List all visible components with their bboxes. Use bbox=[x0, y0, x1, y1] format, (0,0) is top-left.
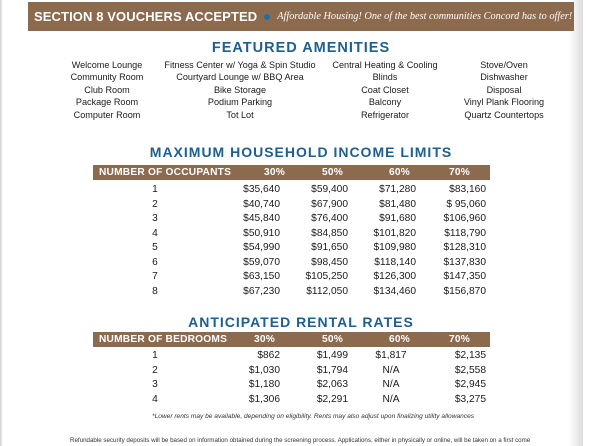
table-row bbox=[93, 184, 490, 199]
value-70-cell: $2,945 bbox=[454, 379, 486, 390]
value-70-cell: $3,275 bbox=[454, 393, 486, 405]
value-50-cell: $105,250 bbox=[305, 271, 348, 282]
value-30-cell: $1,306 bbox=[248, 393, 280, 405]
income-table-header bbox=[93, 165, 490, 180]
footnote: *Lower rents may be available, depending on eligibility. Rents may also adjust upon finalizing utility allowances bbox=[152, 413, 475, 420]
column-header: 30% bbox=[254, 334, 275, 345]
value-60-cell: N/A bbox=[382, 393, 400, 405]
row-count-cell: 2 bbox=[152, 364, 158, 376]
amenity-item: Club Room bbox=[84, 84, 130, 95]
value-50-cell: $98,450 bbox=[311, 256, 348, 268]
value-60-cell: $81,480 bbox=[379, 198, 416, 210]
amenities-title: FEATURED AMENITIES bbox=[211, 40, 391, 56]
amenity-item: Bike Storage bbox=[213, 84, 267, 95]
value-50-cell: $59,400 bbox=[311, 184, 348, 195]
value-30-cell: $862 bbox=[257, 350, 280, 361]
column-header: 60% bbox=[389, 167, 410, 178]
rental-rates-title: ANTICIPATED RENTAL RATES bbox=[188, 314, 414, 330]
amenity-item: Quartz Countertops bbox=[464, 109, 544, 120]
amenity-item: Central Heating & Cooling bbox=[332, 60, 438, 70]
table-row bbox=[93, 242, 490, 257]
value-50-cell: $84,850 bbox=[311, 227, 348, 239]
row-count-cell: 2 bbox=[152, 198, 158, 210]
row-count-cell: 6 bbox=[152, 256, 158, 268]
amenity-item: Stove/Oven bbox=[480, 60, 528, 70]
value-60-cell: $1,817 bbox=[375, 350, 407, 361]
value-30-cell: $54,990 bbox=[243, 242, 280, 253]
amenities-column-3 bbox=[326, 59, 444, 121]
value-60-cell: $118,140 bbox=[374, 256, 416, 268]
value-30-cell: $45,840 bbox=[243, 213, 280, 224]
amenity-item: Coat Closet bbox=[361, 84, 409, 95]
table-row bbox=[93, 350, 490, 365]
column-header: 50% bbox=[322, 167, 343, 178]
value-70-cell: $ 95,060 bbox=[446, 198, 486, 210]
column-header: 60% bbox=[389, 334, 410, 345]
value-70-cell: $2,558 bbox=[454, 364, 486, 376]
amenity-item: Balcony bbox=[368, 97, 402, 108]
value-70-cell: $106,960 bbox=[443, 213, 486, 224]
value-50-cell: $2,291 bbox=[316, 393, 348, 405]
header-banner bbox=[28, 2, 574, 31]
amenity-item: Refrigerator bbox=[360, 109, 409, 120]
rental-table-header bbox=[93, 332, 490, 347]
table-row bbox=[93, 199, 490, 214]
value-60-cell: $126,300 bbox=[373, 271, 416, 282]
amenity-item: Vinyl Plank Flooring bbox=[463, 97, 545, 108]
row-count-cell: 7 bbox=[152, 271, 158, 282]
value-60-cell: $134,460 bbox=[373, 285, 416, 297]
value-70-cell: $128,310 bbox=[443, 242, 486, 253]
value-30-cell: $59,070 bbox=[243, 256, 280, 268]
value-60-cell: $71,280 bbox=[379, 184, 416, 195]
value-60-cell: $91,680 bbox=[379, 213, 416, 224]
amenities-column-1 bbox=[52, 59, 162, 121]
value-50-cell: $112,050 bbox=[306, 285, 348, 297]
page-right-shadow bbox=[569, 0, 583, 446]
table-row bbox=[93, 213, 490, 228]
column-header: NUMBER OF BEDROOMS bbox=[99, 334, 228, 345]
amenity-item: Dishwasher bbox=[480, 72, 528, 83]
amenity-item: Podium Parking bbox=[207, 97, 273, 108]
value-50-cell: $1,794 bbox=[316, 364, 348, 376]
income-table-body bbox=[93, 184, 490, 300]
table-row bbox=[93, 286, 490, 301]
row-count-cell: 8 bbox=[152, 285, 158, 297]
row-count-cell: 3 bbox=[152, 379, 158, 390]
banner-title: SECTION 8 VOUCHERS ACCEPTED bbox=[34, 9, 258, 24]
row-count-cell: 4 bbox=[152, 227, 158, 239]
row-count-cell: 5 bbox=[152, 242, 158, 253]
banner-tagline: Affordable Housing! One of the best communities Concord has to offer! bbox=[277, 11, 573, 22]
value-60-cell: $101,820 bbox=[373, 227, 416, 239]
value-50-cell: $91,650 bbox=[311, 242, 348, 253]
value-50-cell: $67,900 bbox=[311, 198, 348, 210]
value-30-cell: $1,180 bbox=[248, 379, 280, 390]
rental-table-body bbox=[93, 350, 490, 408]
value-50-cell: $76,400 bbox=[311, 213, 348, 224]
row-count-cell: 1 bbox=[152, 350, 158, 361]
value-70-cell: $147,350 bbox=[443, 271, 486, 282]
value-50-cell: $2,063 bbox=[316, 379, 348, 390]
table-row bbox=[93, 257, 490, 272]
value-30-cell: $1,030 bbox=[248, 364, 280, 376]
value-30-cell: $35,640 bbox=[243, 184, 280, 195]
bullet-dot-icon bbox=[264, 14, 270, 20]
column-header: 30% bbox=[264, 167, 285, 178]
amenities-column-4 bbox=[454, 59, 554, 121]
value-60-cell: $109,980 bbox=[373, 242, 416, 253]
value-30-cell: $40,740 bbox=[243, 198, 280, 210]
row-count-cell: 3 bbox=[152, 213, 158, 224]
income-limits-title: MAXIMUM HOUSEHOLD INCOME LIMITS bbox=[149, 144, 453, 160]
row-count-cell: 4 bbox=[152, 393, 158, 405]
amenity-item: Community Room bbox=[70, 72, 144, 83]
value-70-cell: $156,870 bbox=[443, 285, 486, 297]
value-30-cell: $67,230 bbox=[243, 285, 280, 297]
amenity-item: Welcome Lounge bbox=[71, 60, 143, 70]
table-row bbox=[93, 271, 490, 286]
amenity-item: Disposal bbox=[486, 84, 522, 95]
column-header: 70% bbox=[449, 167, 470, 178]
table-row bbox=[93, 394, 490, 409]
value-30-cell: $50,910 bbox=[243, 227, 280, 239]
amenity-item: Courtyard Lounge w/ BBQ Area bbox=[176, 72, 304, 83]
table-row bbox=[93, 379, 490, 394]
value-70-cell: $118,790 bbox=[444, 227, 486, 239]
value-60-cell: N/A bbox=[382, 364, 400, 376]
table-row bbox=[93, 228, 490, 243]
table-row bbox=[93, 365, 490, 380]
row-count-cell: 1 bbox=[152, 184, 158, 195]
amenity-item: Package Room bbox=[75, 97, 139, 108]
column-header: NUMBER OF OCCUPANTS bbox=[99, 167, 232, 178]
value-70-cell: $137,830 bbox=[443, 256, 486, 268]
value-50-cell: $1,499 bbox=[316, 350, 348, 361]
amenity-item: Fitness Center w/ Yoga & Spin Studio bbox=[164, 60, 316, 70]
column-header: 70% bbox=[449, 334, 470, 345]
bottom-disclaimer: Refundable security deposits will be based on information obtained during the screening process. Applications, either in physically or online, will be taken on a first come bbox=[70, 437, 531, 444]
value-30-cell: $63,150 bbox=[243, 271, 280, 282]
amenities-column-2 bbox=[160, 59, 320, 121]
value-70-cell: $2,135 bbox=[454, 350, 486, 361]
amenity-item: Blinds bbox=[372, 72, 398, 83]
value-70-cell: $83,160 bbox=[449, 184, 486, 195]
value-60-cell: N/A bbox=[382, 379, 400, 390]
amenity-item: Tot Lot bbox=[226, 109, 254, 120]
column-header: 50% bbox=[322, 334, 343, 345]
amenity-item: Computer Room bbox=[73, 109, 141, 120]
